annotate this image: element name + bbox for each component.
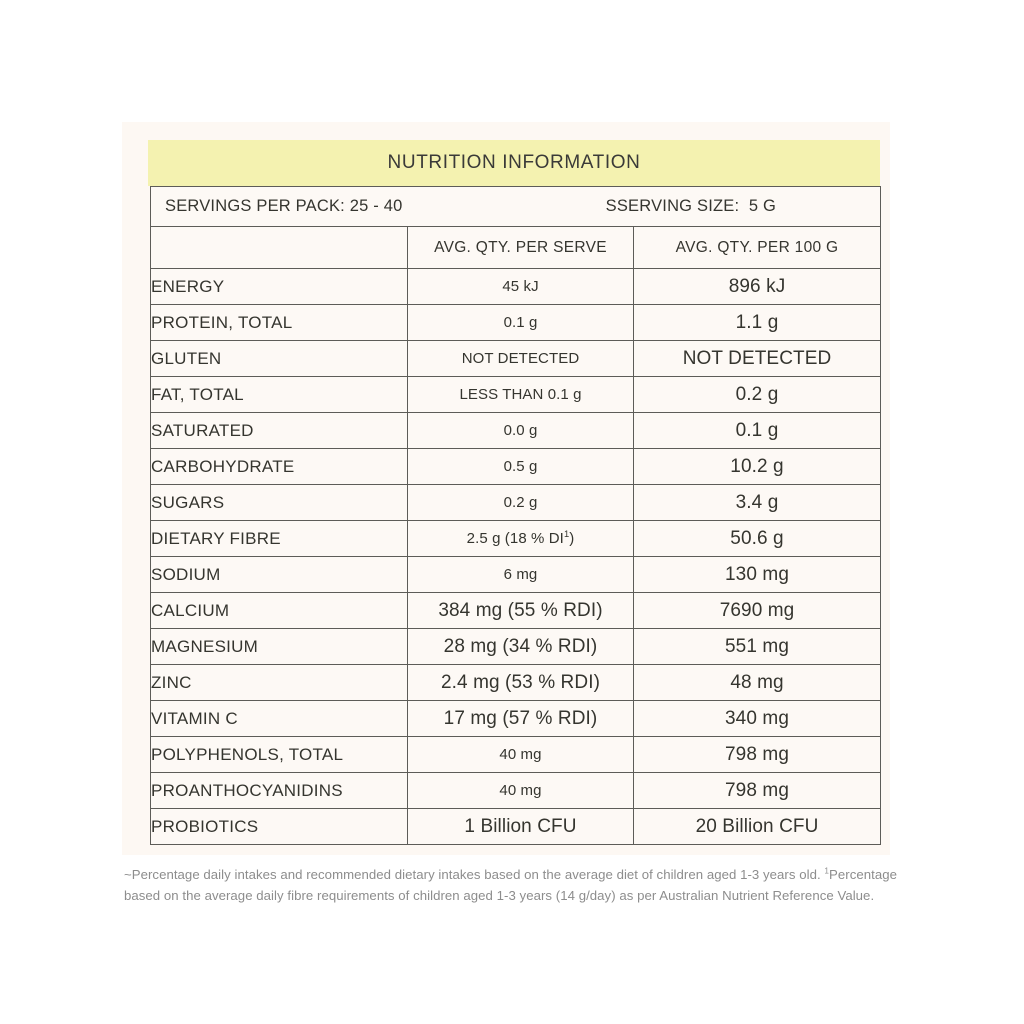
nutrition-information-title-band — [148, 140, 880, 186]
table-row — [151, 557, 881, 593]
nutrition-information-table — [150, 186, 881, 845]
value-per-100g: 1.1 g — [634, 305, 881, 341]
nutrient-label: VITAMIN C — [151, 701, 408, 737]
nutrient-label: GLUTEN — [151, 341, 408, 377]
value-per-serve: 6 mg — [408, 557, 634, 593]
value-per-100g: 20 Billion CFU — [634, 809, 881, 845]
nutrient-label: FAT, TOTAL — [151, 377, 408, 413]
value-per-serve: 40 mg — [408, 737, 634, 773]
value-per-serve: 28 mg (34 % RDI) — [408, 629, 634, 665]
servings-cell — [151, 187, 881, 227]
value-per-100g: 896 kJ — [634, 269, 881, 305]
table-row — [151, 665, 881, 701]
nutrient-label: MAGNESIUM — [151, 629, 408, 665]
table-row — [151, 449, 881, 485]
table-row — [151, 269, 881, 305]
table-row — [151, 413, 881, 449]
value-per-100g: 3.4 g — [634, 485, 881, 521]
value-per-100g: NOT DETECTED — [634, 341, 881, 377]
value-per-100g: 0.2 g — [634, 377, 881, 413]
nutrient-label: CALCIUM — [151, 593, 408, 629]
nutrient-label: SODIUM — [151, 557, 408, 593]
table-row — [151, 377, 881, 413]
page-title: NUTRITION INFORMATION — [387, 152, 641, 173]
value-per-serve: 0.0 g — [408, 413, 634, 449]
value-per-serve: 0.5 g — [408, 449, 634, 485]
value-per-100g: 0.1 g — [634, 413, 881, 449]
table-row — [151, 521, 881, 557]
value-per-serve: 2.4 mg (53 % RDI) — [408, 665, 634, 701]
table-row — [151, 341, 881, 377]
nutrient-label: PROBIOTICS — [151, 809, 408, 845]
value-per-100g: 130 mg — [634, 557, 881, 593]
nutrient-label: CARBOHYDRATE — [151, 449, 408, 485]
table-row — [151, 737, 881, 773]
serving-size-label: SSERVING SIZE: 5 G — [605, 197, 777, 215]
table-row — [151, 485, 881, 521]
nutrient-label: ENERGY — [151, 269, 408, 305]
table-row — [151, 629, 881, 665]
table-row — [151, 593, 881, 629]
servings-row — [151, 187, 881, 227]
value-per-100g: 10.2 g — [634, 449, 881, 485]
value-per-100g: 551 mg — [634, 629, 881, 665]
nutrient-label: SUGARS — [151, 485, 408, 521]
value-per-100g: 48 mg — [634, 665, 881, 701]
value-per-100g: 7690 mg — [634, 593, 881, 629]
footnote-text: ~Percentage daily intakes and recommended dietary intakes based on the average diet of children aged 1-3 years old. $^1$Percentage based on the average daily fibre requirements of children aged 1-3 years (14 g/day) as per Australian Nutrient Reference Value. — [124, 866, 897, 904]
value-per-serve: 1 Billion CFU — [408, 809, 634, 845]
value-per-serve: 0.1 g — [408, 305, 634, 341]
table-row — [151, 701, 881, 737]
value-per-serve: LESS THAN 0.1 g — [408, 377, 634, 413]
value-per-100g: 50.6 g — [634, 521, 881, 557]
value-per-serve: NOT DETECTED — [408, 341, 634, 377]
table-row — [151, 809, 881, 845]
table-row — [151, 773, 881, 809]
column-header-per-serve: AVG. QTY. PER SERVE — [408, 227, 634, 269]
column-header-per-100g: AVG. QTY. PER 100 G — [634, 227, 881, 269]
value-per-serve: 40 mg — [408, 773, 634, 809]
servings-per-pack-label: SERVINGS PER PACK: 25 - 40 — [165, 197, 403, 215]
table-row — [151, 305, 881, 341]
value-per-serve: 45 kJ — [408, 269, 634, 305]
nutrient-label: SATURATED — [151, 413, 408, 449]
value-per-100g: 798 mg — [634, 773, 881, 809]
nutrient-label: PROTEIN, TOTAL — [151, 305, 408, 341]
value-per-100g: 798 mg — [634, 737, 881, 773]
value-per-serve: 17 mg (57 % RDI) — [408, 701, 634, 737]
value-per-serve: 2.5 g (18 % $DI^1$) — [408, 521, 634, 557]
value-per-serve: 0.2 g — [408, 485, 634, 521]
nutrient-label: POLYPHENOLS, TOTAL — [151, 737, 408, 773]
column-header-label — [151, 227, 408, 269]
value-per-serve: 384 mg (55 % RDI) — [408, 593, 634, 629]
nutrient-label: DIETARY FIBRE — [151, 521, 408, 557]
value-per-100g: 340 mg — [634, 701, 881, 737]
nutrient-label: ZINC — [151, 665, 408, 701]
nutrient-label: PROANTHOCYANIDINS — [151, 773, 408, 809]
column-header-row — [151, 227, 881, 269]
